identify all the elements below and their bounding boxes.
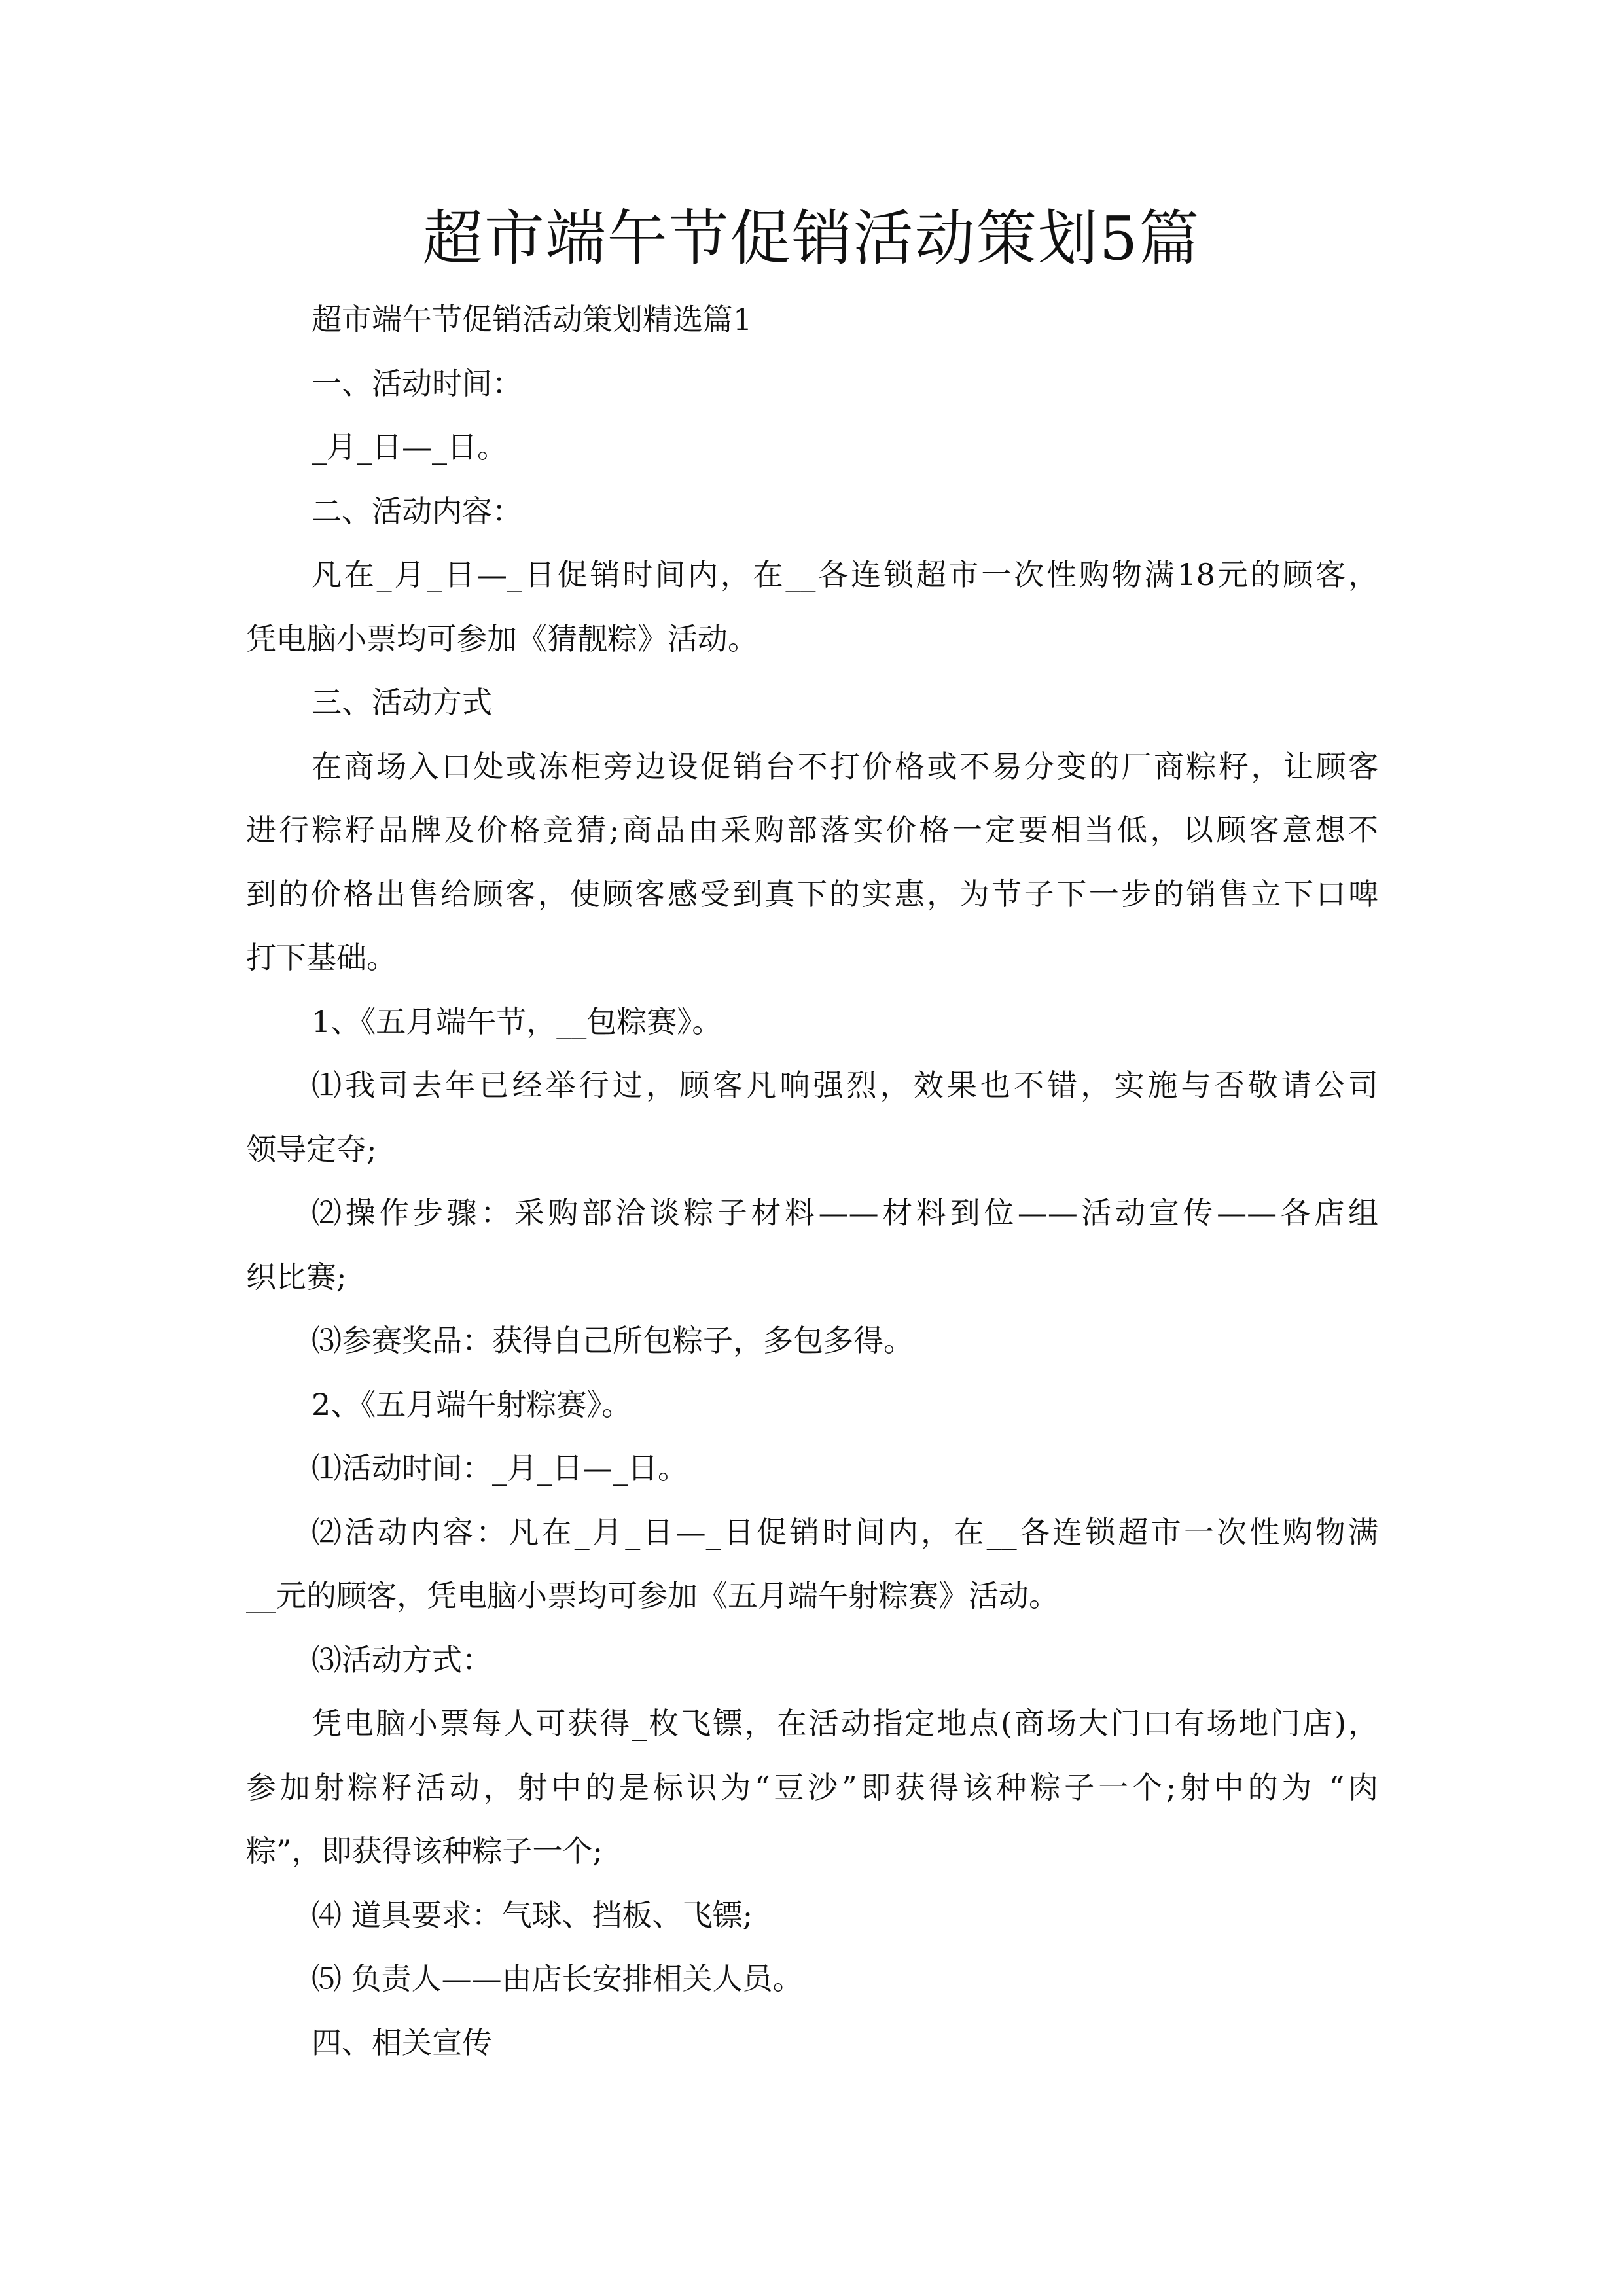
- text-line: 三、活动方式: [312, 685, 492, 720]
- text-line: ⑶活动方式：: [312, 1641, 492, 1677]
- document-title: 超市端午节促销活动策划5篇: [422, 204, 1201, 274]
- document-body: [246, 288, 1378, 2075]
- text-line: 超市端午节促销活动策划精选篇1: [312, 302, 753, 337]
- text-line: 领导定夺;: [246, 1131, 377, 1167]
- text-line: 四、相关宣传: [312, 2024, 492, 2060]
- text-line: ⑵操作步骤：采购部洽谈粽子材料——材料到位——活动宣传——各店组: [312, 1195, 1378, 1230]
- text-line: 凭电脑小票每人可获得_枚飞镖，在活动指定地点(商场大门口有场地门店)，: [312, 1706, 1378, 1741]
- text-line: ⑵活动内容：凡在_月_日—_日促销时间内，在__各连锁超市一次性购物满: [312, 1514, 1378, 1550]
- text-line: 参加射粽籽活动，射中的是标识为“豆沙”即获得该种粽子一个;射中的为 “肉: [246, 1769, 1378, 1805]
- text-line: ⑷ 道具要求：气球、挡板、飞镖;: [312, 1897, 753, 1933]
- text-line: 织比赛;: [246, 1259, 347, 1295]
- text-line: ⑴我司去年已经举行过，顾客凡响强烈，效果也不错，实施与否敬请公司: [312, 1067, 1378, 1103]
- text-line: 在商场入口处或冻柜旁边设促销台不打价格或不易分变的厂商粽籽，让顾客: [312, 748, 1378, 784]
- text-line: 二、活动内容：: [312, 493, 522, 529]
- text-line: ⑶参赛奖品：获得自己所包粽子，多包多得。: [312, 1323, 914, 1358]
- text-line: 进行粽籽品牌及价格竞猜;商品由采购部落实价格一定要相当低，以顾客意想不: [246, 812, 1378, 848]
- text-line: 到的价格出售给顾客，使顾客感受到真下的实惠，为节子下一步的销售立下口啤: [246, 876, 1378, 912]
- text-line: ⑸ 负责人——由店长安排相关人员。: [312, 1961, 803, 1996]
- text-line: __元的顾客，凭电脑小票均可参加《五月端午射粽赛》活动。: [246, 1578, 1059, 1613]
- text-line: _月_日—_日。: [312, 429, 507, 465]
- text-line: 2、《五月端午射粽赛》。: [312, 1386, 632, 1422]
- text-line: 1、《五月端午节，__包粽赛》。: [312, 1003, 722, 1039]
- text-line: 一、活动时间：: [312, 365, 522, 401]
- text-line: ⑴活动时间：_月_日—_日。: [312, 1450, 688, 1486]
- text-line: 粽”，即获得该种粽子一个;: [246, 1833, 603, 1869]
- text-line: 凡在_月_日—_日促销时间内，在__各连锁超市一次性购物满18元的顾客，: [312, 557, 1378, 592]
- text-line: 凭电脑小票均可参加《猜靓粽》活动。: [246, 620, 758, 656]
- text-line: 打下基础。: [246, 940, 397, 975]
